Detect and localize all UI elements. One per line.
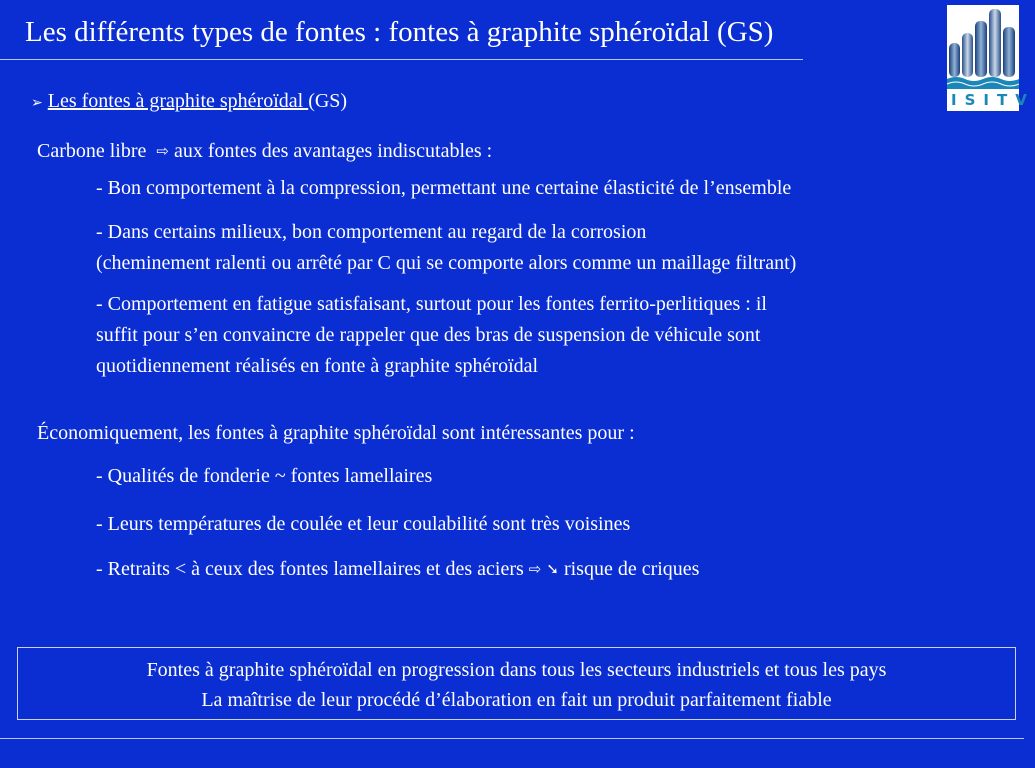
arrow-bullet-icon: ➢ xyxy=(31,95,43,111)
isitv-logo xyxy=(947,5,1035,111)
down-right-arrow-icon: ➘ xyxy=(546,560,559,578)
carbone-item: - Dans certains milieux, bon comportement au regard de la corrosion xyxy=(96,221,647,243)
economie-item: - Qualités de fonderie ~ fontes lamellaires xyxy=(96,465,433,487)
logo-text: ISITV xyxy=(951,91,1035,109)
right-arrow-icon: ⇨ xyxy=(528,560,542,578)
conclusion-line: La maîtrise de leur procédé d’élaboration en fait un produit parfaitement fiable xyxy=(201,689,832,711)
carbone-item: quotidiennement réalisés en fonte à graphite sphéroïdal xyxy=(96,355,539,377)
economie-intro: Économiquement, les fontes à graphite sphéroïdal sont intéressantes pour : xyxy=(37,422,635,444)
footer-divider xyxy=(0,738,1024,739)
conclusion-box xyxy=(17,647,1016,720)
logo-buildings-icon xyxy=(947,5,1019,89)
carbone-rest: aux fontes des avantages indiscutables : xyxy=(168,140,493,162)
retraits-rest: risque de criques xyxy=(558,558,700,580)
right-arrow-icon: ⇨ xyxy=(156,142,169,160)
title-divider xyxy=(0,59,803,60)
carbone-lead: Carbone libre xyxy=(37,140,147,162)
carbone-item: - Bon comportement à la compression, permettant une certaine élasticité de l’ensemble xyxy=(96,177,792,199)
slide-title: Les différents types de fontes : fontes à graphite sphéroïdal (GS) xyxy=(25,16,774,48)
carbone-item: - Comportement en fatigue satisfaisant, surtout pour les fontes ferrito-perlitiques : il xyxy=(96,293,767,315)
carbone-item: suffit pour s’en convaincre de rappeler que des bras de suspension de véhicule sont xyxy=(96,324,761,346)
retraits-text: - Retraits < à ceux des fontes lamellaires et des aciers xyxy=(96,558,529,580)
carbone-intro xyxy=(37,139,492,163)
section-heading xyxy=(31,89,347,115)
section-suffix: (GS) xyxy=(308,90,348,112)
retraits-item xyxy=(96,557,699,581)
carbone-item: (cheminement ralenti ou arrêté par C qui se comporte alors comme un maillage filtrant) xyxy=(96,252,797,274)
economie-item: - Leurs températures de coulée et leur coulabilité sont très voisines xyxy=(96,513,631,535)
section-link[interactable]: Les fontes à graphite sphéroïdal xyxy=(47,90,309,112)
conclusion-line: Fontes à graphite sphéroïdal en progression dans tous les secteurs industriels et tous les pays xyxy=(146,659,887,681)
